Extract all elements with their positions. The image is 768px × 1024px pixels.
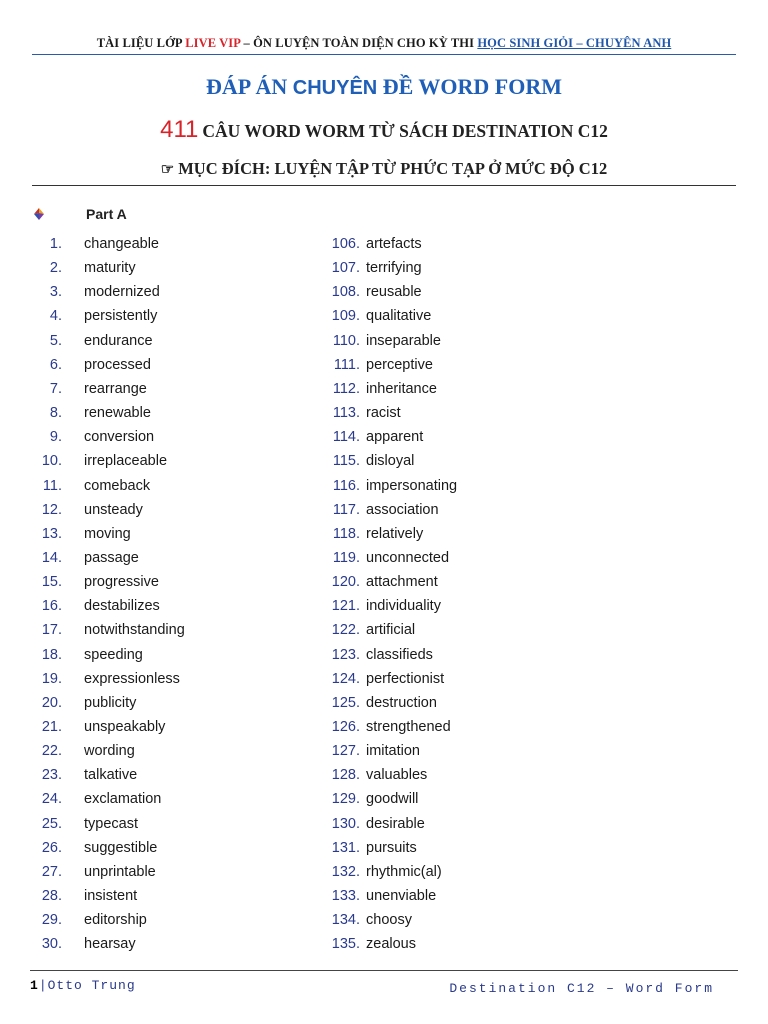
item-number: 11. xyxy=(42,477,62,494)
item-answer: imitation xyxy=(366,743,420,760)
title-part-b: CHUYÊN xyxy=(292,77,378,99)
list-item xyxy=(300,232,680,256)
item-answer: expressionless xyxy=(84,670,180,687)
list-item xyxy=(300,860,680,884)
item-number: 20. xyxy=(41,694,62,711)
item-answer: racist xyxy=(366,405,401,422)
item-answer: unspeakably xyxy=(84,719,166,735)
item-number: 126. xyxy=(331,719,360,735)
title-divider xyxy=(32,185,736,186)
item-number: 128. xyxy=(331,767,360,784)
list-item xyxy=(300,546,680,570)
title-part-c: ĐỀ WORD FORM xyxy=(377,74,562,99)
item-number: 120. xyxy=(331,574,360,591)
item-number: 12. xyxy=(41,501,62,518)
bullet-icon xyxy=(32,207,46,221)
item-answer: changeable xyxy=(84,236,159,252)
item-number: 114. xyxy=(332,429,360,446)
list-item xyxy=(300,570,680,594)
footer-author xyxy=(30,978,136,993)
footer-divider xyxy=(30,970,738,971)
list-item xyxy=(300,280,680,304)
item-answer: apparent xyxy=(366,429,424,446)
item-number: 125. xyxy=(331,694,360,711)
item-number: 9. xyxy=(49,429,62,446)
item-answer: suggestible xyxy=(84,839,158,856)
item-answer: inseparable xyxy=(366,332,441,349)
item-number: 122. xyxy=(331,622,360,639)
page-number: 1 xyxy=(30,978,39,993)
item-answer: progressive xyxy=(84,574,159,591)
item-number: 8. xyxy=(49,405,62,422)
list-item xyxy=(300,522,680,546)
item-answer: pursuits xyxy=(366,839,417,856)
list-item xyxy=(300,932,680,956)
item-answer: conversion xyxy=(84,429,155,446)
item-answer: unsteady xyxy=(84,501,143,518)
item-answer: desirable xyxy=(366,815,425,832)
item-answer: impersonating xyxy=(366,477,458,494)
item-answer: insistent xyxy=(84,888,138,905)
item-number: 131. xyxy=(331,839,360,856)
item-number: 116. xyxy=(332,477,360,494)
item-number: 23. xyxy=(41,767,62,784)
list-item xyxy=(300,667,680,691)
item-answer: irreplaceable xyxy=(84,453,168,470)
list-item xyxy=(300,618,680,642)
list-item xyxy=(300,643,680,667)
item-answer: classifieds xyxy=(366,646,433,663)
header-live-vip: LIVE VIP xyxy=(185,36,241,50)
item-number: 118. xyxy=(332,525,360,542)
item-number: 28. xyxy=(41,888,62,905)
item-answer: unprintable xyxy=(84,863,156,880)
header-banner xyxy=(0,36,768,51)
item-number: 117. xyxy=(332,501,360,518)
item-answer: wording xyxy=(84,743,135,760)
header-target: HỌC SINH GIỎI – CHUYÊN ANH xyxy=(477,36,672,50)
item-answer: destabilizes xyxy=(84,598,160,615)
item-answer: artefacts xyxy=(366,236,422,252)
item-number: 3. xyxy=(49,284,62,301)
item-answer: disloyal xyxy=(366,453,415,470)
item-number: 106. xyxy=(331,236,360,252)
author-name: |Otto Trung xyxy=(38,978,136,993)
item-answer: rhythmic(al) xyxy=(366,863,442,880)
item-answer: notwithstanding xyxy=(84,622,185,639)
item-number: 14. xyxy=(41,549,62,566)
item-number: 134. xyxy=(331,912,360,929)
list-item xyxy=(300,256,680,280)
item-answer: terrifying xyxy=(366,260,422,277)
item-answer: reusable xyxy=(366,284,422,301)
item-answer: qualitative xyxy=(366,308,432,325)
item-number: 2. xyxy=(49,260,62,277)
list-item xyxy=(300,691,680,715)
list-item xyxy=(300,329,680,353)
item-number: 16. xyxy=(41,598,62,615)
list-item xyxy=(300,787,680,811)
pointing-hand-icon: ☞ xyxy=(160,162,175,178)
item-answer: publicity xyxy=(84,694,137,711)
header-middle: – ÔN LUYỆN TOÀN DIỆN CHO KỲ THI xyxy=(240,36,478,50)
item-number: 21. xyxy=(41,719,62,735)
item-number: 129. xyxy=(331,791,360,808)
item-number: 110. xyxy=(332,332,360,349)
item-number: 1. xyxy=(49,236,62,252)
item-answer: editorship xyxy=(84,912,147,929)
list-item xyxy=(300,449,680,473)
item-answer: endurance xyxy=(84,332,153,349)
item-answer: modernized xyxy=(84,284,160,301)
item-number: 109. xyxy=(331,308,360,325)
item-answer: strengthened xyxy=(366,719,451,735)
item-number: 10. xyxy=(41,453,62,470)
header-divider xyxy=(32,54,736,55)
page-title xyxy=(0,74,768,100)
list-item xyxy=(300,377,680,401)
item-number: 119. xyxy=(332,549,360,566)
item-number: 123. xyxy=(331,646,360,663)
item-number: 4. xyxy=(49,308,62,325)
item-answer: individuality xyxy=(366,598,441,615)
list-item xyxy=(300,836,680,860)
item-number: 135. xyxy=(331,936,360,953)
subtitle-text: CÂU WORD WORM TỪ SÁCH DESTINATION C12 xyxy=(202,121,608,141)
item-answer: perfectionist xyxy=(366,670,445,687)
item-answer: maturity xyxy=(84,260,136,277)
list-item xyxy=(300,401,680,425)
item-number: 112. xyxy=(332,380,360,397)
list-item xyxy=(300,812,680,836)
item-answer: unconnected xyxy=(366,549,450,566)
item-number: 132. xyxy=(331,863,360,880)
list-item xyxy=(300,425,680,449)
title-part-a: ĐÁP ÁN xyxy=(206,74,293,99)
item-number: 115. xyxy=(332,453,360,470)
list-item xyxy=(300,739,680,763)
item-number: 107. xyxy=(331,260,360,277)
subtitle xyxy=(0,116,768,144)
list-item xyxy=(300,304,680,328)
item-answer: talkative xyxy=(84,767,138,784)
item-number: 113. xyxy=(332,405,360,422)
item-number: 30. xyxy=(41,936,62,953)
item-number: 130. xyxy=(331,815,360,832)
footer-doc-title: Destination C12 – Word Form xyxy=(449,981,714,996)
item-answer: passage xyxy=(84,549,139,566)
purpose-text: MỤC ĐÍCH: LUYỆN TẬP TỪ PHỨC TẠP Ở MỨC ĐỘ C12 xyxy=(178,159,608,178)
item-answer: relatively xyxy=(366,525,424,542)
item-number: 7. xyxy=(49,380,62,397)
item-number: 111. xyxy=(333,356,360,373)
item-answer: goodwill xyxy=(366,791,419,808)
header-prefix: TÀI LIỆU LỚP xyxy=(96,36,186,50)
list-item xyxy=(300,715,680,739)
item-answer: persistently xyxy=(84,308,158,325)
item-number: 29. xyxy=(41,912,62,929)
item-answer: attachment xyxy=(366,574,438,591)
item-answer: exclamation xyxy=(84,791,162,808)
list-item xyxy=(300,884,680,908)
item-answer: renewable xyxy=(84,405,151,422)
item-answer: speeding xyxy=(84,646,143,663)
item-answer: inheritance xyxy=(366,380,437,397)
list-item xyxy=(300,763,680,787)
item-answer: destruction xyxy=(366,694,437,711)
item-answer: typecast xyxy=(84,815,138,832)
item-number: 6. xyxy=(49,356,62,373)
item-number: 108. xyxy=(331,284,360,301)
item-number: 27. xyxy=(41,863,62,880)
item-number: 121. xyxy=(331,598,360,615)
item-number: 124. xyxy=(331,670,360,687)
item-number: 17. xyxy=(41,622,62,639)
list-item xyxy=(300,474,680,498)
item-number: 24. xyxy=(41,791,62,808)
item-number: 25. xyxy=(41,815,62,832)
item-answer: zealous xyxy=(366,936,416,953)
item-answer: perceptive xyxy=(366,356,433,373)
part-heading xyxy=(32,204,127,224)
item-number: 22. xyxy=(41,743,62,760)
item-number: 127. xyxy=(331,743,360,760)
item-answer: moving xyxy=(84,525,131,542)
item-number: 13. xyxy=(41,525,62,542)
item-answer: rearrange xyxy=(84,380,147,397)
item-answer: valuables xyxy=(366,767,428,784)
question-count: 411 xyxy=(160,116,199,143)
item-answer: processed xyxy=(84,356,151,373)
part-label: Part A xyxy=(86,206,127,222)
item-number: 133. xyxy=(331,888,360,905)
list-item xyxy=(300,594,680,618)
list-item xyxy=(300,908,680,932)
item-answer: unenviable xyxy=(366,888,437,905)
item-answer: choosy xyxy=(366,912,412,929)
item-number: 19. xyxy=(41,670,62,687)
item-number: 26. xyxy=(41,839,62,856)
item-answer: association xyxy=(366,501,439,518)
item-answer: comeback xyxy=(84,477,151,494)
item-number: 18. xyxy=(41,646,62,663)
item-answer: hearsay xyxy=(84,936,136,953)
item-number: 15. xyxy=(41,574,62,591)
purpose-line xyxy=(0,159,768,179)
list-item xyxy=(300,498,680,522)
list-item xyxy=(300,353,680,377)
item-number: 5. xyxy=(49,332,62,349)
item-answer: artificial xyxy=(366,622,416,639)
